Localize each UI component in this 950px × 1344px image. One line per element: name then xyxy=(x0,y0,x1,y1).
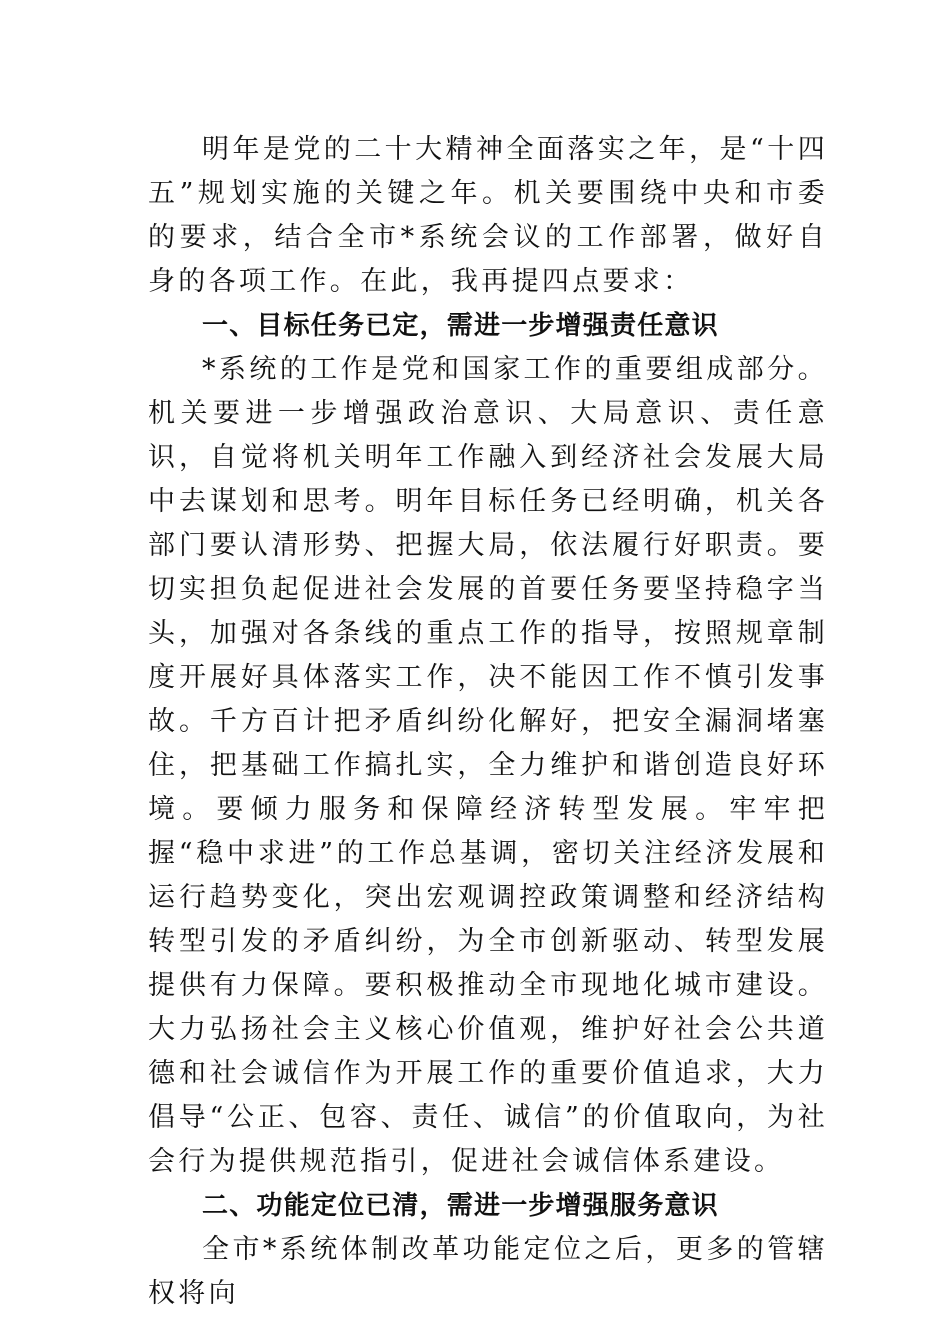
document-page xyxy=(148,128,828,1316)
paragraph-section-2: 全市*系统体制改革功能定位之后，更多的管辖权将向 xyxy=(148,1234,828,1309)
section-heading-2: 二、功能定位已清，需进一步增强服务意识 xyxy=(202,1191,719,1221)
section-heading-1: 一、目标任务已定，需进一步增强责任意识 xyxy=(202,311,719,341)
paragraph-section-1: *系统的工作是党和国家工作的重要组成部分。机关要进一步增强政治意识、大局意识、责任意识，自觉将机关明年工作融入到经济社会发展大局中去谋划和思考。明年目标任务已经明确，机关各部门要认清形势、把握大局，依法履行好职责。要切实担负起促进社会发展的首要任务要坚持稳字当头，加强对各条线的重点工作的指导，按照规章制度开展好具体落实工作，决不能因工作不慎引发事故。千方百计把矛盾纠纷化解好，把安全漏洞堵塞住，把基础工作搞扎实，全力维护和谐创造良好环境。要倾力服务和保障经济转型发展。牢牢把握“稳中求进”的工作总基调，密切关注经济发展和运行趋势变化，突出宏观调控政策调整和经济结构转型引发的矛盾纠纷，为全市创新驱动、转型发展提供有力保障。要积极推动全市现地化城市建设。大力弘扬社会主义核心价值观，维护好社会公共道德和社会诚信作为开展工作的重要价值追求，大力倡导“公正、包容、责任、诚信”的价值取向，为社会行为提供规范指引，促进社会诚信体系建设。 xyxy=(148,354,828,1177)
paragraph-intro: 明年是党的二十大精神全面落实之年，是“十四五”规划实施的关键之年。机关要围绕中央和市委的要求，结合全市*系统会议的工作部署，做好自身的各项工作。在此，我再提四点要求： xyxy=(148,134,828,297)
